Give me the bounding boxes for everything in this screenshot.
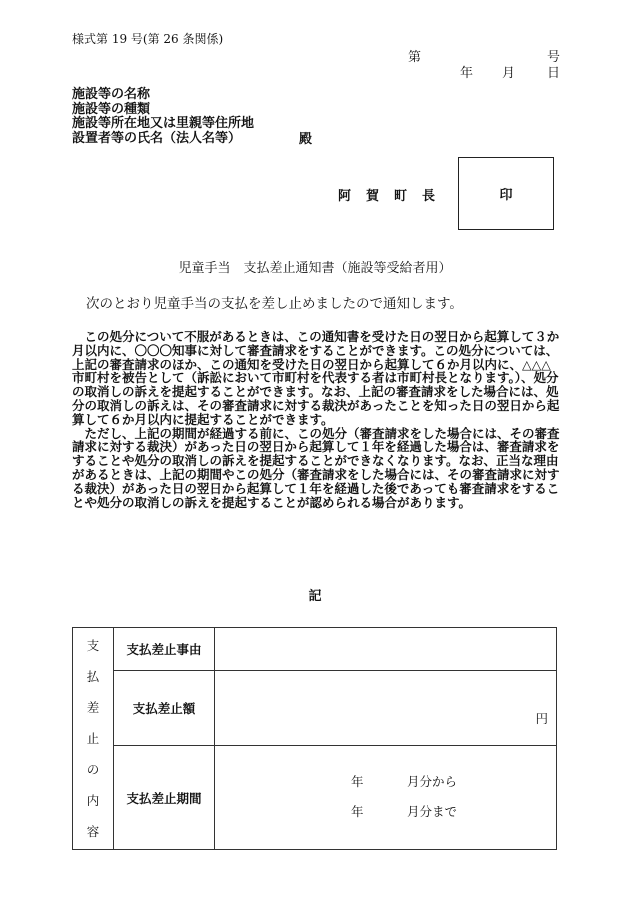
reason-value	[215, 628, 557, 671]
reason-label: 支払差止事由	[114, 628, 215, 671]
number-prefix: 第	[408, 50, 422, 65]
details-side-label	[73, 628, 114, 850]
date-year: 年	[460, 66, 474, 81]
issuer-title: 阿賀町長	[338, 189, 451, 204]
seal-label: 印	[499, 188, 513, 203]
ki-heading: 記	[308, 589, 322, 604]
lead-sentence: 次のとおり児童手当の支払を差し止めましたので通知します。	[86, 296, 463, 312]
date-month: 月	[502, 66, 516, 81]
appeal-paragraph-2: ただし、上記の期間が経過する前に、この処分（審査請求をした場合には、その審査請求に対する裁決）があった日の翌日から起算して１年を経過した場合は、審査請求をすることや処分の取消しの訴えを提起することができなくなります。なお、正当な理由があるときは、上記の期間やこの処分（審査請求をした場合には、その審査請求に対する裁決）があった日の翌日から起算して１年を経過した後であっても審査請求をすることや処分の取消しの訴えを提起することが認められる場合があります。	[72, 425, 560, 510]
side-char: 内	[86, 793, 100, 808]
period-from-year: 年	[351, 774, 364, 789]
amount-value	[215, 671, 557, 746]
document-title: 児童手当 支払差止通知書（施設等受給者用）	[178, 261, 452, 276]
side-char: 止	[86, 731, 100, 746]
operator-name-label: 設置者等の氏名（法人名等）	[72, 130, 242, 146]
period-from-month: 月分から	[407, 774, 458, 789]
side-char: 払	[86, 669, 100, 684]
amount-unit: 円	[535, 711, 548, 726]
honorific: 殿	[299, 132, 313, 147]
date-day: 日	[546, 66, 560, 81]
appeal-paragraph-1: この処分について不服があるときは、この通知書を受けた日の翌日から起算して３か月以内に、〇〇〇知事に対して審査請求をすることができます。この処分については、上記の審査請求のほか、この通知を受けた日の翌日から起算して６か月以内に、△△△市町村を被告として（訴訟において市町村を代表する者は市町村長となります。）、処分の取消しの訴えを提起することができます。なお、上記の審査請求をした場合には、処分の取消しの訴えは、その審査請求に対する裁決があったことを知った日の翌日から起算して６か月以内に提起することができます。	[72, 329, 560, 427]
period-value	[215, 746, 557, 850]
facility-name-label: 施設等の名称	[72, 87, 151, 102]
form-number: 様式第 19 号(第 26 条関係)	[72, 32, 224, 46]
facility-type-label: 施設等の種類	[72, 101, 151, 117]
side-char: の	[86, 762, 100, 777]
period-to-month: 月分まで	[407, 804, 458, 819]
number-suffix: 号	[546, 50, 560, 65]
amount-label: 支払差止額	[114, 671, 215, 746]
details-table	[72, 627, 557, 850]
facility-address-label: 施設等所在地又は里親等住所地	[72, 116, 255, 131]
side-char: 差	[86, 700, 100, 715]
side-char: 支	[86, 638, 100, 653]
recipient-fields	[72, 88, 254, 146]
period-label: 支払差止期間	[114, 746, 215, 850]
appeal-notice	[72, 330, 560, 509]
period-to-year: 年	[351, 804, 364, 819]
side-char: 容	[86, 824, 100, 839]
